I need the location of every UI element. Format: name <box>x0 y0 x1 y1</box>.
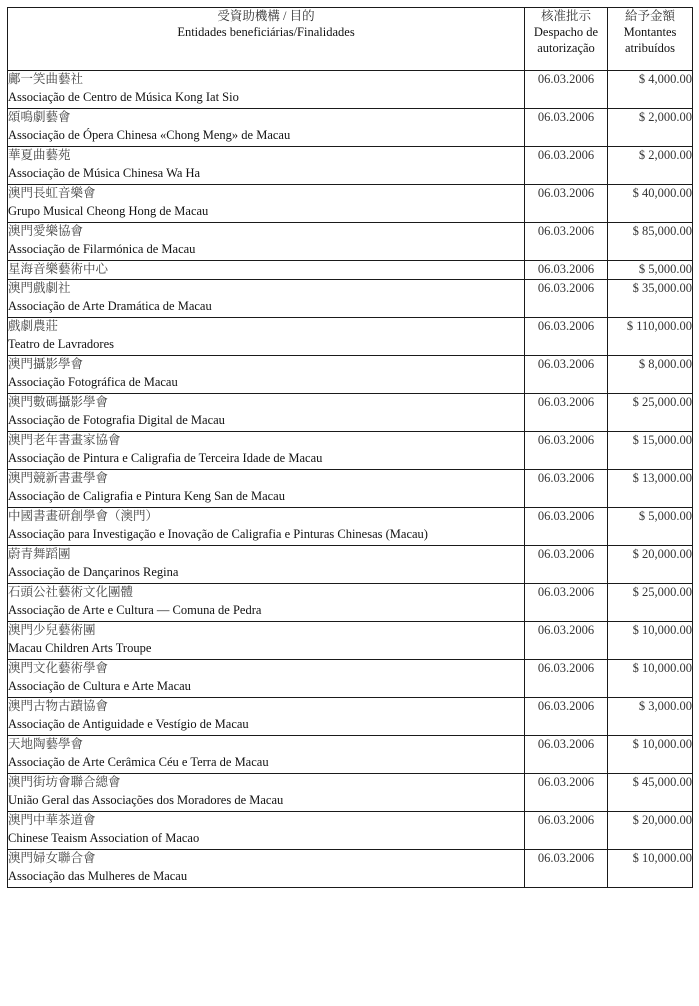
entity-name-zh: 澳門攝影學會 <box>8 357 84 371</box>
entity-name-zh: 澳門少兒藝術團 <box>8 623 96 637</box>
entity-name-pt: Associação de Fotografia Digital de Macau <box>8 413 225 427</box>
dispatch-date: 06.03.2006 <box>525 622 608 660</box>
table-row <box>8 71 693 109</box>
entity-cell <box>8 280 525 318</box>
amount-value: $ 2,000.00 <box>608 109 693 147</box>
entity-name-zh: 澳門文化藝術學會 <box>8 661 109 675</box>
dispatch-date: 06.03.2006 <box>525 850 608 888</box>
entity-name-zh: 頌鳴劇藝會 <box>8 110 71 124</box>
entity-name-zh: 澳門競新書畫學會 <box>8 471 109 485</box>
entity-cell <box>8 318 525 356</box>
entity-name-pt: Associação de Ópera Chinesa «Chong Meng» de Macau <box>8 128 291 142</box>
amount-value: $ 15,000.00 <box>608 432 693 470</box>
dispatch-date: 06.03.2006 <box>525 698 608 736</box>
entity-cell <box>8 698 525 736</box>
header-amount-pt-2: atribuídos <box>625 41 675 55</box>
entity-name-zh: 星海音樂藝術中心 <box>8 262 109 276</box>
dispatch-date: 06.03.2006 <box>525 280 608 318</box>
entity-name-zh: 澳門街坊會聯合總會 <box>8 775 121 789</box>
subsidy-table <box>7 7 693 888</box>
amount-value: $ 10,000.00 <box>608 850 693 888</box>
dispatch-date: 06.03.2006 <box>525 109 608 147</box>
header-dispatch <box>525 8 608 71</box>
amount-value: $ 40,000.00 <box>608 185 693 223</box>
entity-cell <box>8 185 525 223</box>
entity-cell <box>8 109 525 147</box>
entity-name-pt: Macau Children Arts Troupe <box>8 641 152 655</box>
amount-value: $ 10,000.00 <box>608 660 693 698</box>
header-entities-pt: Entidades beneficiárias/Finalidades <box>177 25 355 39</box>
table-row <box>8 698 693 736</box>
entity-name-pt: Teatro de Lavradores <box>8 337 115 351</box>
entity-name-zh: 澳門數碼攝影學會 <box>8 395 109 409</box>
entity-name-zh: 蔚青舞蹈團 <box>8 547 71 561</box>
entity-cell <box>8 432 525 470</box>
amount-value: $ 10,000.00 <box>608 736 693 774</box>
header-amount <box>608 8 693 71</box>
amount-value: $ 5,000.00 <box>608 508 693 546</box>
table-row <box>8 185 693 223</box>
table-row <box>8 660 693 698</box>
entity-cell <box>8 356 525 394</box>
entity-cell <box>8 546 525 584</box>
entity-name-pt: Associação de Música Chinesa Wa Ha <box>8 166 201 180</box>
entity-cell <box>8 71 525 109</box>
entity-name-zh: 中國書畫研創學會（澳門） <box>8 509 159 523</box>
table-body <box>8 71 693 888</box>
header-entities-zh: 受資助機構 / 目的 <box>217 9 315 23</box>
table-row <box>8 280 693 318</box>
entity-name-pt: Associação Fotográfica de Macau <box>8 375 178 389</box>
dispatch-date: 06.03.2006 <box>525 356 608 394</box>
table-row <box>8 774 693 812</box>
amount-value: $ 20,000.00 <box>608 546 693 584</box>
table-row <box>8 109 693 147</box>
entity-cell <box>8 147 525 185</box>
entity-name-pt: Associação para Investigação e Inovação de Caligrafia e Pinturas Chinesas (Macau) <box>8 527 428 541</box>
table-row <box>8 508 693 546</box>
entity-name-zh: 澳門長虹音樂會 <box>8 186 96 200</box>
amount-value: $ 25,000.00 <box>608 584 693 622</box>
entity-cell <box>8 850 525 888</box>
table-row <box>8 223 693 261</box>
table-row <box>8 470 693 508</box>
entity-cell <box>8 812 525 850</box>
entity-name-pt: Associação de Cultura e Arte Macau <box>8 679 191 693</box>
entity-name-pt: Associação de Centro de Música Kong Iat Sio <box>8 90 239 104</box>
dispatch-date: 06.03.2006 <box>525 318 608 356</box>
entity-name-pt: Chinese Teaism Association of Macao <box>8 831 200 845</box>
header-entities <box>8 8 525 71</box>
entity-name-zh: 天地陶藝學會 <box>8 737 84 751</box>
entity-name-pt: Associação de Pintura e Caligrafia de Terceira Idade de Macau <box>8 451 323 465</box>
header-dispatch-pt-1: Despacho de <box>533 25 599 39</box>
header-row <box>8 8 693 71</box>
entity-name-zh: 澳門婦女聯合會 <box>8 851 96 865</box>
entity-name-zh: 鄺一笑曲藝社 <box>8 72 84 86</box>
amount-value: $ 2,000.00 <box>608 147 693 185</box>
entity-name-pt: Associação de Caligrafia e Pintura Keng San de Macau <box>8 489 285 503</box>
entity-cell <box>8 584 525 622</box>
table-row <box>8 622 693 660</box>
dispatch-date: 06.03.2006 <box>525 546 608 584</box>
entity-cell <box>8 261 525 280</box>
entity-name-zh: 澳門古物古蹟協會 <box>8 699 109 713</box>
entity-name-pt: Associação de Arte Dramática de Macau <box>8 299 212 313</box>
entity-name-zh: 戲劇農莊 <box>8 319 59 333</box>
entity-name-zh: 石頭公社藝術文化團體 <box>8 585 134 599</box>
table-row <box>8 147 693 185</box>
dispatch-date: 06.03.2006 <box>525 432 608 470</box>
dispatch-date: 06.03.2006 <box>525 185 608 223</box>
entity-name-pt: Associação de Dançarinos Regina <box>8 565 179 579</box>
table-row <box>8 432 693 470</box>
dispatch-date: 06.03.2006 <box>525 812 608 850</box>
table-row <box>8 261 693 280</box>
amount-value: $ 110,000.00 <box>608 318 693 356</box>
dispatch-date: 06.03.2006 <box>525 470 608 508</box>
amount-value: $ 8,000.00 <box>608 356 693 394</box>
entity-cell <box>8 622 525 660</box>
dispatch-date: 06.03.2006 <box>525 223 608 261</box>
entity-cell <box>8 470 525 508</box>
amount-value: $ 4,000.00 <box>608 71 693 109</box>
amount-value: $ 45,000.00 <box>608 774 693 812</box>
entity-name-pt: Associação de Filarmónica de Macau <box>8 242 196 256</box>
entity-name-pt: Associação das Mulheres de Macau <box>8 869 188 883</box>
table-row <box>8 812 693 850</box>
entity-name-zh: 澳門戲劇社 <box>8 281 71 295</box>
entity-name-pt: Associação de Antiguidade e Vestígio de Macau <box>8 717 249 731</box>
header-amount-pt-1: Montantes <box>623 25 677 39</box>
table-row <box>8 850 693 888</box>
dispatch-date: 06.03.2006 <box>525 71 608 109</box>
amount-value: $ 25,000.00 <box>608 394 693 432</box>
entity-name-pt: Associação de Arte Cerâmica Céu e Terra de Macau <box>8 755 269 769</box>
table-row <box>8 546 693 584</box>
entity-cell <box>8 736 525 774</box>
amount-value: $ 35,000.00 <box>608 280 693 318</box>
dispatch-date: 06.03.2006 <box>525 147 608 185</box>
dispatch-date: 06.03.2006 <box>525 584 608 622</box>
amount-value: $ 20,000.00 <box>608 812 693 850</box>
entity-name-zh: 澳門中華茶道會 <box>8 813 96 827</box>
entity-name-zh: 澳門愛樂協會 <box>8 224 84 238</box>
amount-value: $ 5,000.00 <box>608 261 693 280</box>
header-dispatch-zh: 核准批示 <box>540 9 591 23</box>
dispatch-date: 06.03.2006 <box>525 508 608 546</box>
entity-cell <box>8 223 525 261</box>
table-row <box>8 584 693 622</box>
entity-name-zh: 華夏曲藝苑 <box>8 148 71 162</box>
entity-name-pt: União Geral das Associações dos Moradores de Macau <box>8 793 284 807</box>
entity-name-pt: Grupo Musical Cheong Hong de Macau <box>8 204 209 218</box>
entity-name-zh: 澳門老年書畫家協會 <box>8 433 121 447</box>
dispatch-date: 06.03.2006 <box>525 660 608 698</box>
dispatch-date: 06.03.2006 <box>525 394 608 432</box>
amount-value: $ 13,000.00 <box>608 470 693 508</box>
table-row <box>8 318 693 356</box>
dispatch-date: 06.03.2006 <box>525 261 608 280</box>
entity-cell <box>8 394 525 432</box>
amount-value: $ 3,000.00 <box>608 698 693 736</box>
table-row <box>8 356 693 394</box>
dispatch-date: 06.03.2006 <box>525 774 608 812</box>
amount-value: $ 85,000.00 <box>608 223 693 261</box>
header-dispatch-pt-2: autorização <box>537 41 595 55</box>
entity-cell <box>8 660 525 698</box>
entity-cell <box>8 508 525 546</box>
header-amount-zh: 給予金額 <box>624 9 675 23</box>
entity-name-pt: Associação de Arte e Cultura — Comuna de Pedra <box>8 603 262 617</box>
table-row <box>8 394 693 432</box>
table-row <box>8 736 693 774</box>
dispatch-date: 06.03.2006 <box>525 736 608 774</box>
entity-cell <box>8 774 525 812</box>
amount-value: $ 10,000.00 <box>608 622 693 660</box>
